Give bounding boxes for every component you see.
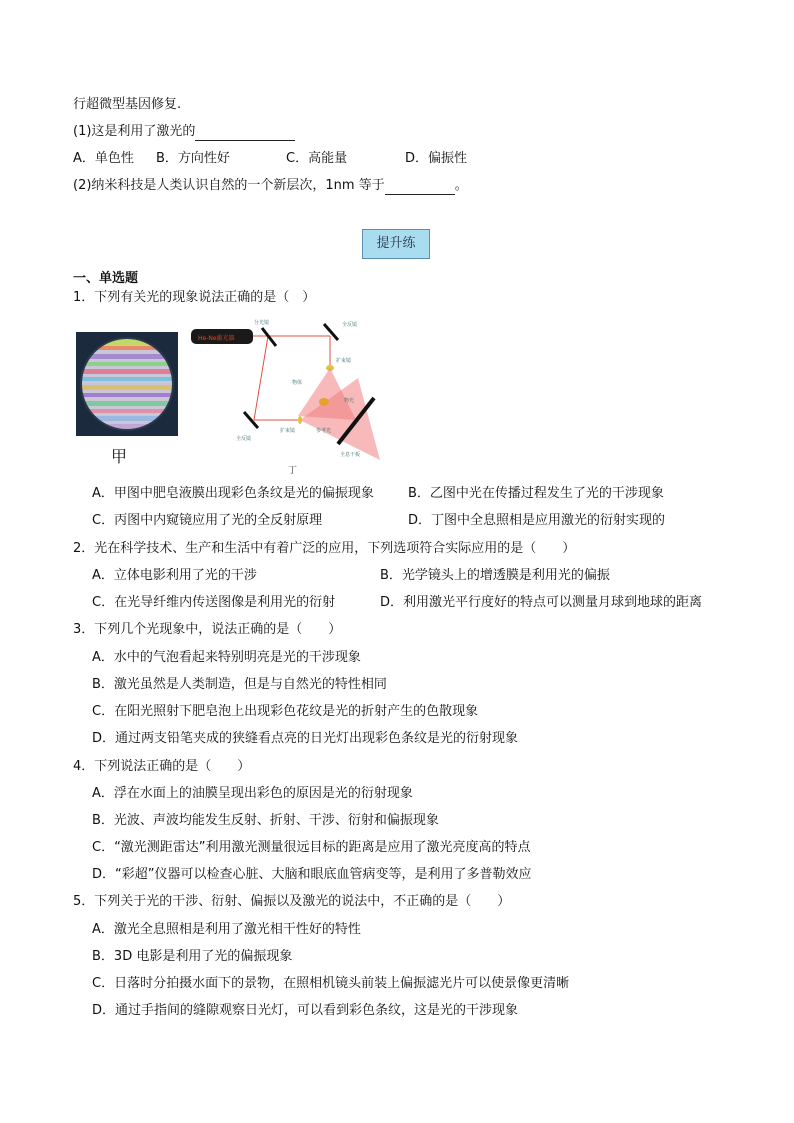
option-b: B．激光虽然是人类制造，但是与自然光的特性相同 <box>92 677 387 692</box>
section-badge: 提升练 <box>362 229 430 259</box>
question-stem: 3．下列几个光现象中，说法正确的是（ ） <box>73 622 342 637</box>
option-c: C．在光导纤维内传送图像是利用光的衍射 <box>92 595 336 610</box>
question-stem: 1．下列有关光的现象说法正确的是（ ） <box>73 290 316 305</box>
diagram-label: 物光 <box>344 398 355 404</box>
diagram-label: 扩束镜 <box>336 358 352 364</box>
option-a: A．激光全息照相是利用了激光相干性好的特性 <box>92 922 361 937</box>
option-a: A．水中的气泡看起来特别明亮是光的干涉现象 <box>92 650 361 665</box>
option-c: C．“激光测距雷达”利用激光测量很远目标的距离是应用了激光亮度高的特点 <box>92 840 531 855</box>
diagram-label: 分光镜 <box>254 320 270 326</box>
diagram-label: 扩束镜 <box>280 428 296 434</box>
diagram-label: 全息干板 <box>340 452 361 458</box>
option-d: D．“彩超”仪器可以检查心脏、大脑和眼底血管病变等，是利用了多普勒效应 <box>92 867 532 882</box>
question-2-stem: (2)纳米科技是人类认识自然的一个新层次，1nm 等于 。 <box>73 178 468 193</box>
question-1-stem: (1)这是利用了激光的 <box>73 123 295 141</box>
option-c: C．日落时分拍摄水面下的景物，在照相机镜头前装上偏振滤光片可以使景像更清晰 <box>92 976 570 991</box>
option-d: D．通过手指间的缝隙观察日光灯，可以看到彩色条纹，这是光的干涉现象 <box>92 1003 519 1018</box>
option-c: C．在阳光照射下肥皂泡上出现彩色花纹是光的折射产生的色散现象 <box>92 704 479 719</box>
option-d: D．通过两支铅笔夹成的狭缝看点亮的日光灯出现彩色条纹是光的衍射现象 <box>92 731 519 746</box>
soap-film-figure <box>76 332 178 436</box>
holography-figure <box>188 316 410 476</box>
diagram-label: 参考光 <box>316 428 332 434</box>
question-stem: 4．下列说法正确的是（ ） <box>73 759 251 774</box>
intro-line: 行超微型基因修复. <box>73 97 182 112</box>
figure-caption-a: 甲 <box>111 447 128 466</box>
soap-film-image <box>76 332 178 436</box>
figure-caption-b: 丁 <box>288 466 298 476</box>
diagram-label: 全反镜 <box>342 322 358 328</box>
option-b: B．光波、声波均能发生反射、折射、干涉、衍射和偏振现象 <box>92 813 439 828</box>
diagram-label: 全反镜 <box>236 436 252 442</box>
option-a: A．立体电影利用了光的干涉 <box>92 568 257 583</box>
option-b: B．方向性好 <box>156 151 230 166</box>
option-a: A．单色性 <box>73 151 134 166</box>
option-d: D．偏振性 <box>405 151 468 166</box>
answer-blank[interactable] <box>195 126 295 141</box>
holography-diagram <box>188 316 410 476</box>
option-c: C．丙图中内窥镜应用了光的全反射原理 <box>92 513 323 528</box>
section-title: 一、单选题 <box>73 271 139 286</box>
diagram-label: 物体 <box>292 380 303 386</box>
option-c: C．高能量 <box>286 151 348 166</box>
laser-label: He-Ne激光器 <box>198 335 235 342</box>
answer-blank[interactable] <box>385 180 455 195</box>
option-b: B．乙图中光在传播过程发生了光的干涉现象 <box>408 486 664 501</box>
option-a: A．浮在水面上的油膜呈现出彩色的原因是光的衍射现象 <box>92 786 413 801</box>
question-stem: 2．光在科学技术、生产和生活中有着广泛的应用，下列选项符合实际应用的是（ ） <box>73 541 576 556</box>
option-d: D．利用激光平行度好的特点可以测量月球到地球的距离 <box>380 595 703 610</box>
option-b: B．光学镜头上的增透膜是利用光的偏振 <box>380 568 610 583</box>
option-d: D．丁图中全息照相是应用激光的衍射实现的 <box>408 513 666 528</box>
question-stem: 5．下列关于光的干涉、衍射、偏振以及激光的说法中，不正确的是（ ） <box>73 894 511 909</box>
option-a: A．甲图中肥皂液膜出现彩色条纹是光的偏振现象 <box>92 486 374 501</box>
option-b: B．3D 电影是利用了光的偏振现象 <box>92 949 293 964</box>
